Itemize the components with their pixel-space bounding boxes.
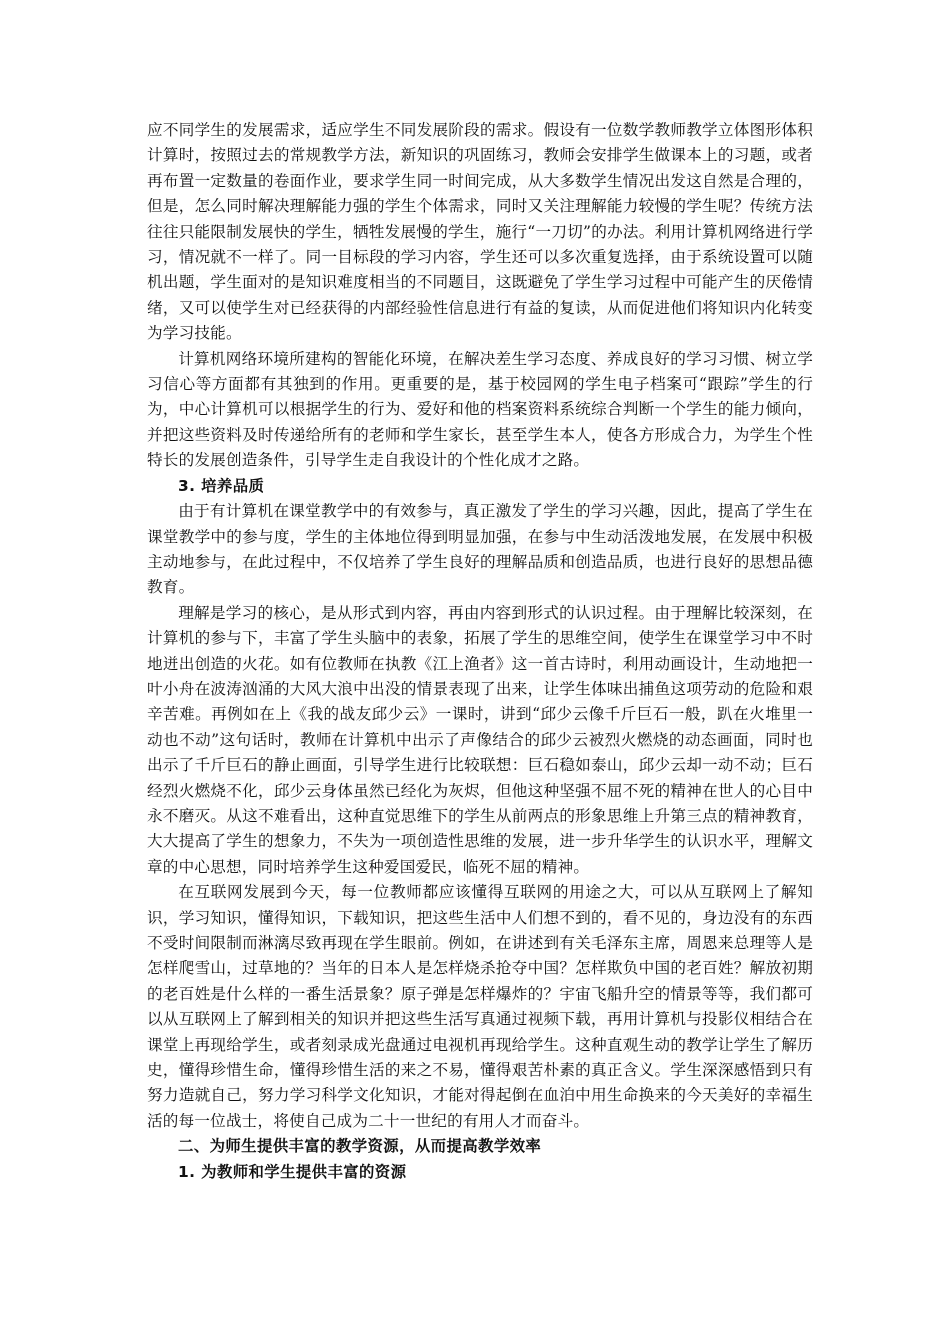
subsection-heading: 1. 为教师和学生提供丰富的资源 [178, 1162, 407, 1181]
paragraph: 在互联网发展到今天，每一位教师都应该懂得互联网的用途之大，可以从互联网上了解知识，学习知识，懂得知识，下载知识，把这些生活中人们想不到的，看不见的，身边没有的东西不受时间限制而淋漓尽致再现在学生眼前。例如，在讲述到有关毛泽东主席，周恩来总理等人是怎样爬雪山，过草地的？当年的日本人是怎样烧杀抢夺中国？怎样欺负中国的老百姓？解放初期的老百姓是什么样的一番生活景象？原子弹是怎样爆炸的？宇宙飞船升空的情景等等，我们都可以从互联网上了解到相关的知识并把这些生活写真通过视频下载，再用计算机与投影仪相结合在课堂上再现给学生，或者刻录成光盘通过电视机再现给学生。这种直观生动的教学让学生了解历史，懂得珍惜生命，懂得珍惜生活的来之不易，懂得艰苦朴素的真正含义。学生深深感悟到只有努力造就自己，努力学习科学文化知识，才能对得起倒在血泊中用生命换来的今天美好的幸福生活的每一位战士，将使自己成为二十一世纪的有用人才而奋斗。 [147, 883, 813, 1130]
document-page [147, 118, 813, 1185]
paragraph: 应不同学生的发展需求，适应学生不同发展阶段的需求。假设有一位数学教师教学立体图形体积计算时，按照过去的常规教学方法，新知识的巩固练习，教师会安排学生做课本上的习题，或者再布置一定数量的卷面作业，要求学生同一时间完成，从大多数学生情况出发这自然是合理的，但是，怎么同时解决理解能力强的学生个体需求，同时又关注理解能力较慢的学生呢？传统方法往往只能限制发展快的学生，牺牲发展慢的学生，施行“一刀切”的办法。利用计算机网络进行学习，情况就不一样了。同一目标段的学习内容，学生还可以多次重复选择，由于系统设置可以随机出题，学生面对的是知识难度相当的不同题目，这既避免了学生学习过程中可能产生的厌倦情绪，又可以使学生对已经获得的内部经验性信息进行有益的复读，从而促进他们将知识内化转变为学习技能。 [147, 121, 813, 343]
section-heading: 二、为师生提供丰富的教学资源，从而提高教学效率 [178, 1137, 542, 1156]
paragraph: 计算机网络环境所建构的智能化环境，在解决差生学习态度、养成良好的学习习惯、树立学习信心等方面都有其独到的作用。更重要的是，基于校园网的学生电子档案可“跟踪”学生的行为，中心计算机可以根据学生的行为、爱好和他的档案资料系统综合判断一个学生的能力倾向，并把这些资料及时传递给所有的老师和学生家长，甚至学生本人，使各方形成合力，为学生个性特长的发展创造条件，引导学生走自我设计的个性化成才之路。 [147, 349, 813, 470]
section-heading: 3. 培养品质 [178, 476, 265, 495]
paragraph: 由于有计算机在课堂教学中的有效参与，真正激发了学生的学习兴趣，因此，提高了学生在课堂教学中的参与度，学生的主体地位得到明显加强，在参与中生动活泼地发展，在发展中积极主动地参与，在此过程中，不仅培养了学生良好的理解品质和创造品质，也进行良好的思想品德教育。 [147, 502, 813, 597]
paragraph: 理解是学习的核心，是从形式到内容，再由内容到形式的认识过程。由于理解比较深刻，在计算机的参与下，丰富了学生头脑中的表象，拓展了学生的思维空间，使学生在课堂学习中不时地迸出创造的火花。如有位教师在执教《江上渔者》这一首古诗时，利用动画设计，生动地把一叶小舟在波涛汹涌的大风大浪中出没的情景表现了出来，让学生体味出捕鱼这项劳动的危险和艰辛苦难。再例如在上《我的战友邱少云》一课时，讲到“邱少云像千斤巨石一般，趴在火堆里一动也不动”这句话时，教师在计算机中出示了声像结合的邱少云被烈火燃烧的动态画面，同时也出示了千斤巨石的静止画面，引导学生进行比较联想：巨石稳如泰山，邱少云却一动不动；巨石经烈火燃烧不化，邱少云身体虽然已经化为灰烬，但他这种坚强不屈不死的精神在世人的心目中永不磨灭。从这不难看出，这种直觉思维下的学生从前两点的形象思维上升第三点的精神教育，大大提高了学生的想象力，不失为一项创造性思维的发展，进一步升华学生的认识水平，理解文章的中心思想，同时培养学生这种爱国爱民，临死不屈的精神。 [147, 603, 813, 876]
